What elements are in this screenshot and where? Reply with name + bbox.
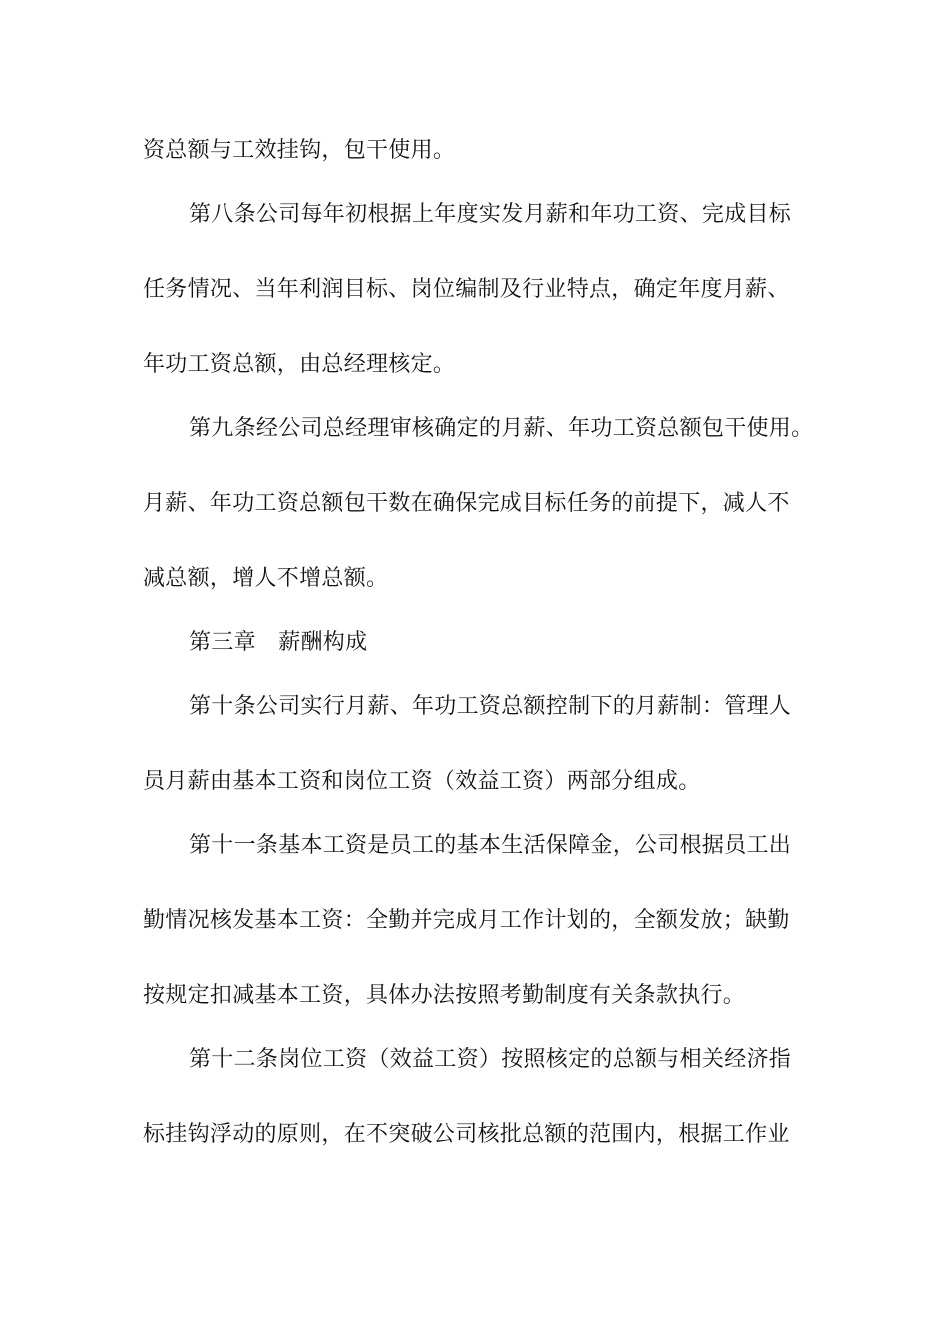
paragraph-article-11 [143,807,843,1032]
paragraph-article-12 [143,1021,843,1171]
text-line: 第九条经公司总经理审核确定的月薪、年功工资总额包干使用。 [189,415,814,440]
chapter-title: 第三章 薪酬构成 [189,629,368,654]
text-line: 任务情况、当年利润目标、岗位编制及行业特点，确定年度月薪、 [143,276,790,301]
text-line: 第十二条岗位工资（效益工资）按照核定的总额与相关经济指 [189,1046,792,1071]
text-line: 第十条公司实行月薪、年功工资总额控制下的月薪制：管理人 [189,693,792,718]
text-line: 资总额与工效挂钩，包干使用。 [143,137,456,162]
paragraph-article-8 [143,176,843,401]
text-line: 员月薪由基本工资和岗位工资（效益工资）两部分组成。 [143,768,701,793]
text-line: 月薪、年功工资总额包干数在确保完成目标任务的前提下，减人不 [143,490,790,515]
text-line: 年功工资总额，由总经理核定。 [143,351,456,376]
paragraph-article-10 [143,668,843,818]
text-line: 第十一条基本工资是员工的基本生活保障金，公司根据员工出 [189,832,792,857]
text-line: 按规定扣减基本工资，具体办法按照考勤制度有关条款执行。 [143,982,746,1007]
text-line: 勤情况核发基本工资：全勤并完成月工作计划的，全额发放；缺勤 [143,907,790,932]
text-line: 减总额，增人不增总额。 [143,565,389,590]
paragraph-article-9 [143,390,843,615]
text-line: 第八条公司每年初根据上年度实发月薪和年功工资、完成目标 [189,201,792,226]
text-line: 标挂钩浮动的原则，在不突破公司核批总额的范围内，根据工作业 [143,1121,790,1146]
document-body [143,112,843,1160]
